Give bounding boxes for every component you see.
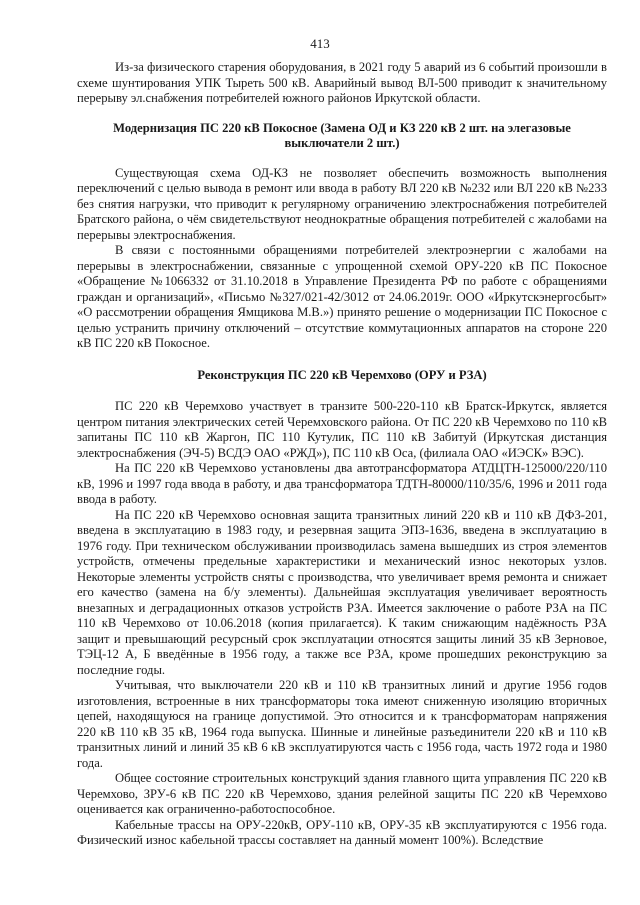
section-heading-cheremkhovo: Реконструкция ПС 220 кВ Черемхово (ОРУ и РЗА) [197, 367, 487, 382]
intro-paragraph: Из-за физического старения оборудования, в 2021 году 5 аварий из 6 событий произошли в схеме шунтирования УПК Тыреть 500 кВ. Аварийный вывод ВЛ-500 приводит к значительному перерыву эл.снабжения потребителей южного районов Иркутской области. [77, 60, 607, 105]
spacer [77, 152, 607, 166]
page-number: 413 [310, 36, 330, 51]
cheremkhovo-paragraph-5: Общее состояние строительных конструкций здания главного щита управления ПС 220 кВ Черемхово, ЗРУ-6 кВ ПС 220 кВ Черемхово, здания релейной защиты ПС 220 кВ Черемхово оценивается как ограниченно-работоспособное. [77, 771, 607, 816]
cheremkhovo-paragraph-4: Учитывая, что выключатели 220 кВ и 110 кВ транзитных линий и другие 1956 годов изготовления, встроенные в них трансформаторы тока имеют сниженную изоляцию вторичных цепей, находящуюся на границе допустимой. Это относится и к трансформаторам напряжения 220 кВ 110 кВ 35 кВ, 1964 года выпуска. Шинные и линейные разъединители 220 кВ и 110 кВ транзитных линий и линий 35 кВ 6 кВ эксплуатируются часть с 1956 года, часть 1972 года и 1980 года. [77, 678, 607, 770]
cheremkhovo-paragraph-6: Кабельные трассы на ОРУ-220кВ, ОРУ-110 кВ, ОРУ-35 кВ эксплуатируются с 1956 года. Физический износ кабельной трассы составляет на данный момент 100%). Вследствие [77, 817, 607, 847]
spacer [77, 383, 607, 399]
document-body [77, 60, 607, 849]
section-heading-pokosnoe: Модернизация ПС 220 кВ Покосное (Замена ОД и КЗ 220 кВ 2 шт. на элегазовые выключатели 2 шт.) [113, 120, 571, 150]
cheremkhovo-paragraph-3: На ПС 220 кВ Черемхово основная защита транзитных линий 220 кВ и 110 кВ ДФЗ-201, введена в эксплуатацию в 1983 году, и резервная защита ЭПЗ-1636, введена в эксплуатацию в 1976 году. При техническом обслуживании производилась замена вышедших из строя элементов устройств, отмечены предельные характеристики и механический износ некоторых узлов. Некоторые элементы устройств сняты с производства, что увеличивает время ремонта и снижает его качество (замена на б/у элементы). Дальнейшая эксплуатация увеличивает вероятность внезапных и деградационных отказов устройств РЗА. Имеется заключение о работе РЗА на ПС 110 кВ Черемхово от 10.06.2018 (копия прилагается). К таким снижающим надёжность РЗА защит и превышающий ресурсный срок эксплуатации относятся защиты линий 35 кВ Зерновое, ТЭЦ-12 А, Б введённые в 1956 году, а также все РЗА, кроме прошедших реконструкцию за последние годы. [77, 507, 607, 677]
cheremkhovo-paragraph-1: ПС 220 кВ Черемхово участвует в транзите 500-220-110 кВ Братск-Иркутск, является центром питания электрических сетей Черемховского района. От ПС 220 кВ Черемхово по 110 кВ запитаны ПС 110 кВ Жаргон, ПС 110 Кутулик, ПС 110 кВ Забитуй (Иркутская дистанция электроснабжения (ЭЧ-5) ВСДЭ ОАО «РЖД»), ПС 110 кВ Оса, (филиала ОАО «ИЭСК» ВЭС). [77, 399, 607, 460]
pokosnoe-paragraph-2: В связи с постоянными обращениями потребителей электроэнергии с жалобами на перерывы в электроснабжении, связанные с упрощенной схемой ОРУ-220 кВ ПС Покосное «Обращение №1066332 от 31.10.2018 в Управление Президента РФ по работе с обращениями граждан и организаций», «Письмо №327/021-42/3012 от 24.06.2019г. ООО «Иркутскэнергосбыт» «О рассмотрении обращения Ямщикова М.В.») принято решение о модернизации ПС Покосное с целью устранить причину отключений – отсутствие коммутационных аппаратов на стороне 220 кВ ПС 220 кВ Покосное. [77, 243, 607, 350]
pokosnoe-paragraph-1: Существующая схема ОД-КЗ не позволяет обеспечить возможность выполнения переключений с целью вывода в ремонт или ввода в работу ВЛ 220 кВ №232 или ВЛ 220 кВ №233 без снятия нагрузки, что приводит к регулярному ограничению электроснабжения потребителей Братского района, о чём свидетельствуют неоднократные обращения потребителей с жалобами на перерывы электроснабжения. [77, 165, 607, 242]
spacer [77, 352, 607, 368]
cheremkhovo-paragraph-2: На ПС 220 кВ Черемхово установлены два автотрансформатора АТДЦТН-125000/220/110 кВ, 1996 и 1997 года ввода в работу, и два трансформатора ТДТН-80000/110/35/6, 1996 и 2011 года ввода в работу. [77, 461, 607, 506]
spacer [77, 107, 607, 121]
